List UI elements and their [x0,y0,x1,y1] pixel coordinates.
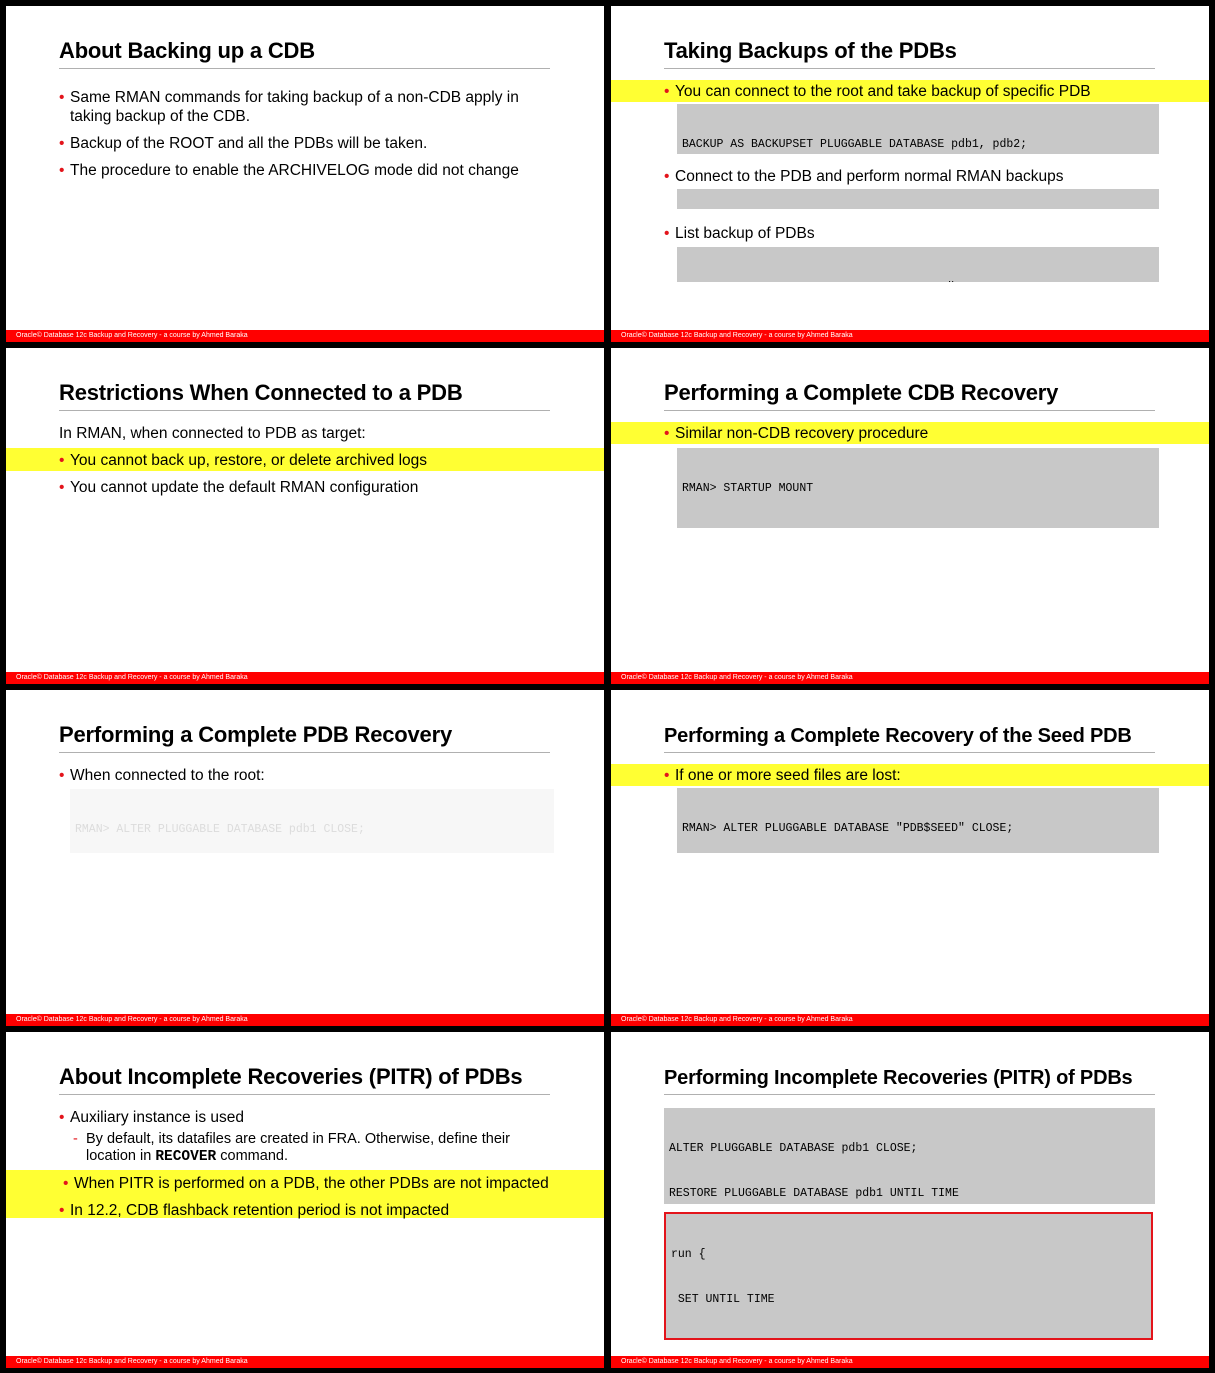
slide-footer: Oracle© Database 12c Backup and Recovery - a course by Ahmed Baraka [6,1356,604,1368]
code-block [677,247,1159,282]
slide-seed-pdb-recovery [611,690,1209,1026]
code-line: BACKUP AS BACKUPSET PLUGGABLE DATABASE pdb1, pdb2; [682,138,1028,151]
code-block [677,788,1159,853]
sub-text: By default, its datafiles are created in FRA. Otherwise, define their location in [86,1131,510,1164]
slide-complete-pdb-recovery [6,690,604,1026]
slide-performing-pitr [611,1032,1209,1368]
title-rule [59,68,550,69]
slide-footer: Oracle© Database 12c Backup and Recovery - a course by Ahmed Baraka [611,1014,1209,1026]
slide-title: Performing a Complete CDB Recovery [664,380,1059,405]
slide-title: Performing Incomplete Recoveries (PITR) of PDBs [664,1067,1133,1089]
bullet: • You cannot update the default RMAN configuration [59,478,559,497]
title-rule [664,1094,1155,1095]
recover-keyword: RECOVER [155,1149,217,1165]
sub-text: command. [220,1148,288,1164]
slide-footer: Oracle© Database 12c Backup and Recovery - a course by Ahmed Baraka [611,330,1209,342]
slide-body [59,88,559,188]
bullet: • Connect to the PDB and perform normal RMAN backups [664,167,1164,186]
code-line [682,526,1154,528]
slide-about-pitr [6,1032,604,1368]
slide-title: Performing a Complete PDB Recovery [59,722,452,747]
code-line: SET UNTIL TIME [671,1293,775,1306]
code-block [664,1108,1155,1204]
bullet: • The procedure to enable the ARCHIVELOG mode did not change [59,161,559,180]
slide-title: About Backing up a CDB [59,38,315,63]
slide-footer: Oracle© Database 12c Backup and Recovery - a course by Ahmed Baraka [6,672,604,684]
code-block [677,104,1159,154]
slide-body [59,424,559,505]
bullet: • Auxiliary instance is used [59,1108,559,1127]
slide-footer: Oracle© Database 12c Backup and Recovery - a course by Ahmed Baraka [6,330,604,342]
slide-taking-backups-pdbs [611,6,1209,342]
code-line: RMAN> ALTER PLUGGABLE DATABASE "PDB$SEED" CLOSE; [682,822,1014,835]
title-rule [664,410,1155,411]
slide-title: Performing a Complete Recovery of the Seed PDB [664,725,1132,747]
code-line [682,280,1154,282]
bullet: • When connected to the root: [59,766,559,785]
bullet: • Backup of the ROOT and all the PDBs will be taken. [59,134,559,153]
code-line: run { [671,1248,706,1261]
slide-about-backing-up-cdb [6,6,604,342]
bullet: • You cannot back up, restore, or delete archived logs [59,451,559,470]
code-line: RMAN> ALTER PLUGGABLE DATABASE pdb1 CLOSE; [75,823,365,836]
title-rule [664,752,1155,753]
slide-body [59,1108,559,1228]
code-line: ALTER PLUGGABLE DATABASE pdb1 CLOSE; [669,1142,918,1155]
slide-restrictions-pdb [6,348,604,684]
title-rule [59,410,550,411]
title-rule [59,1094,550,1095]
title-rule [664,68,1155,69]
intro-text: In RMAN, when connected to PDB as target: [59,425,366,442]
code-block [70,789,554,853]
bullet: • Same RMAN commands for taking backup of a non-CDB apply in taking backup of the CDB. [59,88,559,126]
slide-complete-cdb-recovery [611,348,1209,684]
bullet: • Similar non-CDB recovery procedure [664,424,1164,443]
bullet: • When PITR is performed on a PDB, the other PDBs are not impacted [63,1174,559,1193]
slide-footer: Oracle© Database 12c Backup and Recovery - a course by Ahmed Baraka [6,1014,604,1026]
bullet: • If one or more seed files are lost: [664,766,1164,785]
code-line [671,1337,1146,1340]
slide-body [664,424,1164,451]
bullet: • In 12.2, CDB flashback retention period is not impacted [59,1201,559,1220]
slide-title: Restrictions When Connected to a PDB [59,380,463,405]
slide-footer: Oracle© Database 12c Backup and Recovery - a course by Ahmed Baraka [611,672,1209,684]
slide-title: Taking Backups of the PDBs [664,38,957,63]
code-line: RESTORE PLUGGABLE DATABASE pdb1 UNTIL TIME [669,1187,959,1200]
slide-title: About Incomplete Recoveries (PITR) of PDBs [59,1064,523,1089]
code-line: RMAN> STARTUP MOUNT [682,482,814,495]
code-block-run [664,1212,1153,1340]
bullet: • List backup of PDBs [664,224,1164,243]
sub-bullet [59,1131,559,1166]
code-block [677,448,1159,528]
code-block [677,189,1159,209]
title-rule [59,752,550,753]
bullet: • You can connect to the root and take backup of specific PDB [664,82,1164,101]
slide-footer: Oracle© Database 12c Backup and Recovery - a course by Ahmed Baraka [611,1356,1209,1368]
